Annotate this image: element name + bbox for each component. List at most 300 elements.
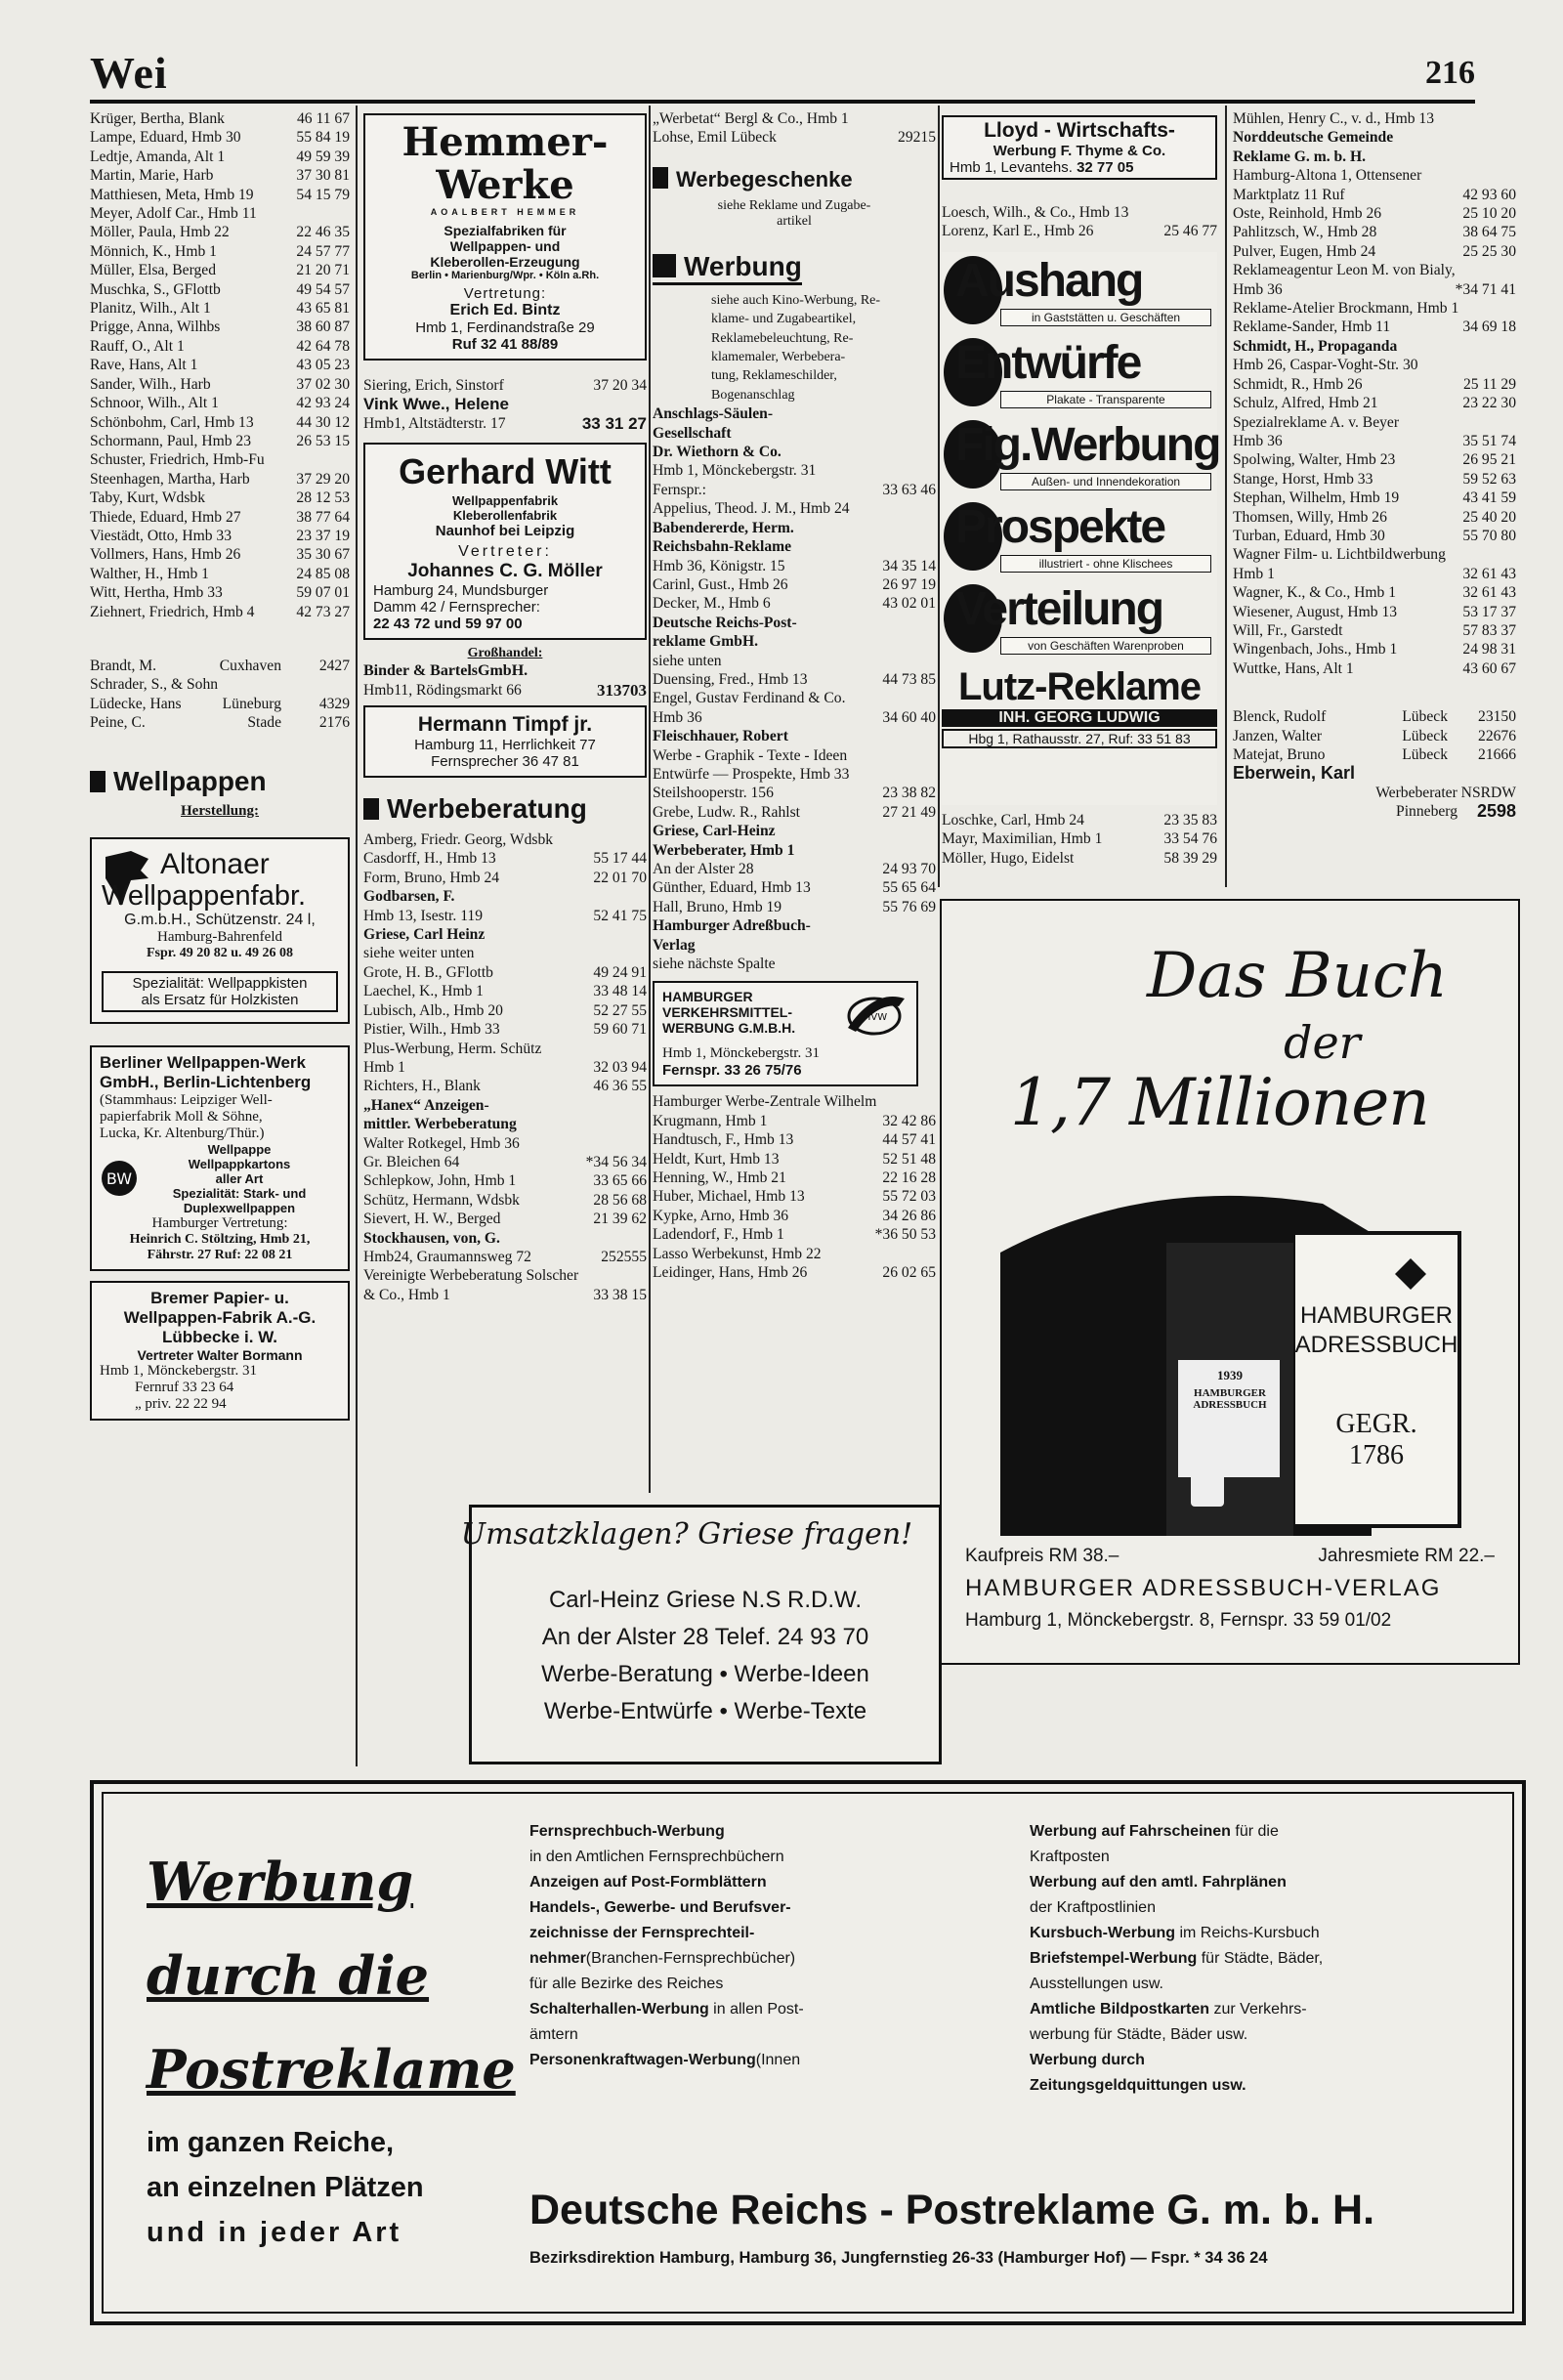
entry-number: 4329	[318, 695, 350, 712]
service-detail: für die	[1230, 1823, 1279, 1840]
ad-line: Hamburger Vertretung:	[151, 1214, 288, 1231]
entry	[90, 695, 350, 713]
entry	[1233, 508, 1516, 527]
entry-name: Hall, Bruno, Hmb 19	[653, 898, 782, 915]
entry	[942, 203, 1217, 222]
entry-name: Decker, M., Hmb 6	[653, 595, 771, 613]
ad-price: Kaufpreis RM 38.–	[965, 1546, 1119, 1566]
entry-number: 49 54 57	[296, 280, 350, 298]
entry-name: Thiede, Eduard, Hmb 27	[90, 508, 241, 526]
ad-deutsche-reichs-postreklame	[90, 1780, 1526, 2325]
entry-name: Spezialreklame A. v. Beyer	[1233, 413, 1400, 431]
ad-line: Berlin • Marienburg/Wpr. • Köln a.Rh.	[410, 270, 600, 281]
entry-name: Möller, Paula, Hmb 22	[90, 224, 230, 241]
entry	[653, 424, 936, 443]
ad-line: Lucka, Kr. Altenburg/Thür.)	[100, 1125, 265, 1141]
entry-name: Engel, Gustav Ferdinand & Co.	[653, 690, 846, 707]
ad-title: Bremer Papier- u.	[150, 1288, 289, 1307]
section-heading-werbegeschenke	[653, 167, 936, 192]
entry	[90, 356, 350, 374]
entry-name: Deutsche Reichs-Post-	[653, 614, 797, 631]
ad-line: Werbung F. Thyme & Co.	[993, 143, 1166, 159]
entry-name: Stockhausen, von, G.	[363, 1229, 500, 1247]
entry	[90, 450, 350, 469]
entry-number: 46 36 55	[593, 1078, 647, 1095]
entry-number: 21 39 62	[593, 1211, 647, 1228]
service-detail: (Innen	[755, 2052, 801, 2068]
entry	[653, 916, 936, 935]
entry	[363, 869, 647, 887]
entry	[1233, 261, 1516, 279]
column-divider	[1225, 106, 1227, 887]
entry-name: Walter Rotkegel, Hmb 36	[363, 1134, 520, 1152]
entry-number: 28 56 68	[593, 1191, 647, 1209]
entry	[1233, 621, 1516, 640]
entry	[90, 186, 350, 204]
entry	[653, 936, 936, 955]
entry-name: Günther, Eduard, Hmb 13	[653, 879, 811, 897]
service-detail: der Kraftpostlinien	[1030, 1899, 1156, 1916]
entry	[363, 887, 647, 906]
entry-name: Stange, Horst, Hmb 33	[1233, 470, 1373, 488]
entry	[363, 1115, 647, 1133]
entry	[653, 404, 936, 423]
entry-name: Appelius, Theod. J. M., Hmb 24	[653, 500, 850, 518]
entry	[363, 1096, 647, 1115]
ad-line: Hamburg 24, Mundsburger	[373, 582, 549, 600]
ad-line: AOALBERT HEMMER	[430, 207, 580, 217]
entry	[90, 223, 350, 241]
service-line	[1030, 2048, 1499, 2073]
entry-number: 59 07 01	[296, 584, 350, 602]
entry-name: Marktplatz 11 Ruf	[1233, 186, 1345, 203]
entry-number: 59 52 63	[1462, 470, 1516, 488]
entry-name: Martin, Marie, Harb	[90, 167, 214, 185]
service-line	[1030, 1972, 1499, 1997]
ad-hamburger-adressbuch	[940, 899, 1520, 1665]
ad-berliner-wellpappen	[90, 1045, 350, 1271]
entry-name: Pahlitzsch, W., Hmb 28	[1233, 224, 1377, 241]
note: artikel	[777, 213, 812, 229]
entry-number: 55 70 80	[1462, 527, 1516, 544]
entry-name: Hmb 13, Isestr. 119	[363, 907, 484, 924]
ad-address: Hamburg 1, Mönckebergstr. 8, Fernspr. 33 59 01/02	[965, 1610, 1392, 1631]
entry-number: 44 30 12	[296, 413, 350, 431]
ad-line: Wellpappe	[207, 1141, 272, 1157]
entry	[363, 1153, 647, 1171]
entry: Binder & BartelsGmbH.	[363, 662, 528, 680]
entry	[1233, 242, 1516, 261]
ad-line: Werbe-Beratung • Werbe-Ideen	[541, 1661, 869, 1687]
entry	[90, 432, 350, 450]
column-1	[90, 109, 350, 1426]
ad-line: Kleberollenfabrik	[452, 508, 558, 524]
entry-name: Thomsen, Willy, Hmb 26	[1233, 508, 1387, 526]
entry	[1233, 450, 1516, 469]
entry	[363, 925, 647, 944]
entry	[653, 670, 936, 689]
entry-name: Muschka, S., GFlottb	[90, 280, 221, 298]
entry	[1233, 166, 1516, 185]
entry-number: 46 11 67	[297, 110, 350, 127]
entry-name: Reichsbahn-Reklame	[653, 538, 792, 556]
entry-name: Siering, Erich, Sinstorf	[363, 377, 504, 394]
entry-list	[653, 404, 936, 973]
entry	[653, 499, 936, 518]
service-name: nehmer	[529, 1950, 586, 1967]
entry	[653, 765, 936, 784]
entry-name: Lorenz, Karl E., Hmb 26	[942, 223, 1094, 240]
entry-number: 38 77 64	[296, 508, 350, 526]
lutz-word: Verteilung	[955, 583, 1163, 635]
service-line	[1030, 1895, 1499, 1921]
entry	[942, 811, 1217, 829]
entry-name: mittler. Werbeberatung	[363, 1116, 517, 1133]
entry	[90, 527, 350, 545]
ad-line: (Stammhaus: Leipziger Well-	[100, 1091, 273, 1108]
ad-line: Erich Ed. Bintz	[449, 302, 561, 319]
service-name: zeichnisse der Fernsprechteil-	[529, 1925, 755, 1941]
entry-name: Schnoor, Wilh., Alt 1	[90, 395, 219, 412]
entry-name: Ziehnert, Friedrich, Hmb 4	[90, 603, 255, 620]
ad-publisher: HAMBURGER ADRESSBUCH-VERLAG	[965, 1575, 1442, 1601]
entry-name: Hmb 1	[363, 1058, 405, 1076]
header-letters: Wei	[90, 48, 168, 98]
lutz-word: Prospekte	[955, 501, 1165, 553]
column-4	[942, 109, 1217, 241]
ad-title: Das Buch	[1147, 940, 1448, 1012]
ad-line: Carl-Heinz Griese N.S R.D.W.	[548, 1587, 863, 1613]
entry-name: Wingenbach, Johs., Hmb 1	[1233, 641, 1398, 659]
ad-line: Naunhof bei Leipzig	[435, 523, 575, 540]
entry-number: 54 15 79	[296, 186, 350, 203]
note: siehe Reklame und Zugabe-	[717, 197, 871, 213]
entry	[90, 565, 350, 583]
lutz-word: Fig.Werbung	[955, 419, 1220, 471]
lutz-tagline: von Geschäften Warenproben	[1000, 637, 1211, 655]
entry	[363, 1001, 647, 1020]
subheading: Herstellung:	[181, 802, 259, 819]
book-title: ADRESSBUCH	[1294, 1332, 1458, 1358]
entry	[90, 109, 350, 128]
ad-title: Gerhard Witt	[399, 451, 612, 492]
ad-title: Hemmer-Werke	[401, 119, 609, 208]
entry-name: Mühlen, Henry C., v. d., Hmb 13	[1233, 110, 1435, 127]
entry	[363, 1134, 647, 1153]
entry-name: Krugmann, Hmb 1	[653, 1112, 768, 1129]
book-spine-year: 1939	[1217, 1368, 1243, 1382]
entry-name: Blenck, Rudolf	[1233, 708, 1327, 726]
note-line: siehe auch Kino-Werbung, Re-	[711, 292, 881, 308]
service-line	[1030, 1997, 1499, 2022]
ad-verkehrsmittelwerbung	[653, 981, 918, 1086]
entry-name: Möller, Hugo, Eidelst	[942, 849, 1075, 867]
entry: Werbeberater NSRDW	[1375, 784, 1516, 801]
entry	[942, 222, 1217, 240]
lutz-tagline: Plakate - Transparente	[1000, 391, 1211, 408]
ad-line: papierfabrik Moll & Söhne,	[100, 1108, 263, 1125]
ad-line: aller Art	[215, 1170, 264, 1186]
section-marker	[363, 798, 379, 820]
entry	[653, 1225, 936, 1244]
entry	[1233, 802, 1516, 821]
entry	[90, 128, 350, 147]
entry-number: 32 61 43	[1462, 565, 1516, 582]
service-detail: für Städte, Bäder,	[1197, 1950, 1324, 1967]
service-line	[1030, 1819, 1499, 1845]
entry	[653, 727, 936, 745]
ad-line: Ruf 32 41 88/89	[451, 336, 559, 353]
service-line	[1030, 1845, 1499, 1870]
entry-number: 22 16 28	[882, 1169, 936, 1187]
entry-number: 55 65 64	[882, 879, 936, 897]
entry-name: Schormann, Paul, Hmb 23	[90, 432, 252, 449]
entry	[942, 849, 1217, 868]
entry	[653, 128, 936, 147]
entry-name: Verlag	[653, 936, 696, 954]
entry-number: 23150	[1478, 708, 1516, 726]
ad-services-list	[529, 1819, 969, 2073]
entry-name: Reklame-Sander, Hmb 11	[1233, 319, 1391, 336]
entry	[363, 376, 647, 395]
entry	[653, 443, 936, 461]
ad-line: Heinrich C. Stöltzing, Hmb 21,	[129, 1231, 311, 1247]
entry-place: Lübeck	[1402, 708, 1448, 726]
header-rule	[90, 100, 1475, 104]
ad-altonaer	[90, 837, 350, 1024]
lutz-item	[942, 580, 1217, 662]
ad-line: Vertreter:	[458, 543, 552, 561]
entry: Vink Wwe., Helene	[363, 395, 509, 414]
entry-number: *36 50 53	[874, 1226, 936, 1244]
entry-number: 37 29 20	[296, 470, 350, 488]
ad-line: WERBUNG G.M.B.H.	[662, 1020, 796, 1037]
ad-line: INH. GEORG LUDWIG	[942, 709, 1217, 727]
section-marker	[653, 167, 668, 189]
entry	[653, 860, 936, 878]
entry-number: 52 41 75	[593, 907, 647, 924]
entry-list	[90, 657, 350, 733]
entry-name: Sander, Wilh., Harb	[90, 375, 211, 393]
entry-number: 21 20 71	[296, 262, 350, 279]
entry-name: Krüger, Bertha, Blank	[90, 110, 225, 127]
entry-name: Laechel, K., Hmb 1	[363, 983, 484, 1000]
note-line: klame- und Zugabeartikel,	[711, 312, 857, 327]
entry	[1233, 583, 1516, 602]
lutz-word: Entwürfe	[955, 337, 1141, 389]
entry-name: Witt, Hertha, Hmb 33	[90, 584, 223, 602]
entry-name: Hmb 36	[1233, 432, 1283, 449]
entry-number: 25 10 20	[1462, 205, 1516, 223]
ad-gerhard-witt	[363, 443, 647, 640]
entry-name: Steilshooperstr. 156	[653, 785, 774, 802]
entry-number: 32 03 94	[593, 1058, 647, 1076]
entry	[653, 784, 936, 802]
entry-number: 42 64 78	[296, 337, 350, 355]
ad-line: An der Alster 28 Telef. 24 93 70	[541, 1624, 869, 1650]
entry-name: Entwürfe — Prospekte, Hmb 33	[653, 765, 850, 783]
ad-line: Hamburg-Bahrenfeld	[156, 928, 282, 945]
entry	[653, 746, 936, 765]
entry-name: Steenhagen, Martha, Harb	[90, 470, 250, 488]
book-spine-text: HAMBURGER ADRESSBUCH	[1193, 1387, 1267, 1411]
service-line	[529, 1972, 969, 1997]
entry-list	[1233, 707, 1516, 764]
ad-title: Berliner Wellpappen-Werk	[100, 1052, 306, 1072]
entry	[653, 1150, 936, 1169]
entry	[363, 1191, 647, 1210]
entry-name: Reklameagentur Leon M. von Bialy,	[1233, 262, 1456, 279]
service-line	[1030, 1921, 1499, 1946]
service-detail: zur Verkehrs-	[1209, 2001, 1307, 2018]
entry	[1233, 413, 1516, 432]
ad-line: Damm 42 / Fernsprecher:	[373, 599, 540, 616]
entry	[1233, 280, 1516, 299]
ad-line: und in jeder Art	[147, 2217, 402, 2248]
entry-name: Walther, H., Hmb 1	[90, 565, 209, 582]
ad-line: Spezialität: Wellpappkisten	[132, 974, 308, 992]
entry-name: Peine, C.	[90, 714, 146, 732]
entry-number: 29215	[898, 129, 936, 147]
entry-name: Gr. Bleichen 64	[363, 1153, 460, 1170]
entry-name: Turban, Eduard, Hmb 30	[1233, 527, 1385, 544]
entry-name: Mayr, Maximilian, Hmb 1	[942, 830, 1103, 848]
entry	[653, 652, 936, 670]
entry-name: Pistier, Wilh., Hmb 33	[363, 1021, 500, 1039]
entry	[363, 830, 647, 849]
entry	[1233, 565, 1516, 583]
entry	[1233, 128, 1516, 147]
entry	[1233, 659, 1516, 678]
entry-name: Loschke, Carl, Hmb 24	[942, 812, 1084, 829]
service-name: Kursbuch-Werbung	[1030, 1925, 1176, 1941]
entry-number: 28 12 53	[296, 489, 350, 507]
section-title: Werbegeschenke	[676, 166, 853, 191]
entry-number: 23 22 30	[1462, 395, 1516, 412]
ad-title: Hermann Timpf jr.	[417, 713, 593, 737]
ad-title: Wellpappen-Fabrik A.-G.	[123, 1307, 317, 1327]
entry-name: siehe weiter unten	[363, 945, 475, 962]
service-name: Werbung auf Fahrscheinen	[1030, 1823, 1231, 1840]
entry	[653, 898, 936, 916]
entry	[90, 280, 350, 299]
lutz-tagline: in Gaststätten u. Geschäften	[1000, 309, 1211, 326]
entry-name: Hamburger Adreßbuch-	[653, 917, 811, 935]
entry-name: Lubisch, Alb., Hmb 20	[363, 1001, 503, 1019]
entry-name: Müller, Elsa, Berged	[90, 262, 217, 279]
entry-number: 2176	[318, 714, 350, 732]
entry	[90, 318, 350, 336]
ad-line: Wellpappen- und	[449, 238, 561, 254]
entry	[653, 519, 936, 537]
entry	[1233, 489, 1516, 507]
entry: Eberwein, Karl	[1233, 764, 1356, 784]
note-line: tung, Reklameschilder,	[711, 368, 837, 384]
section-heading-werbeberatung	[363, 793, 647, 825]
entry-name: Rave, Hans, Alt 1	[90, 357, 198, 374]
entry-name: Lasso Werbekunst, Hmb 22	[653, 1245, 822, 1262]
entry-name: Amberg, Friedr. Georg, Wdsbk	[363, 831, 554, 849]
entry	[1233, 545, 1516, 564]
ad-rent: Jahresmiete RM 22.–	[1318, 1546, 1495, 1566]
entry-name: Oste, Reinhold, Hmb 26	[1233, 205, 1382, 223]
service-line	[1030, 1870, 1499, 1895]
entry	[90, 583, 350, 602]
entry-name: Reklame-Atelier Brockmann, Hmb 1	[1233, 300, 1459, 318]
entry-name: & Co., Hmb 1	[363, 1286, 450, 1303]
ad-slogan: Umsatzklagen? Griese fragen!	[460, 1517, 913, 1551]
entry-name: Hamburger Werbe-Zentrale Wilhelm	[653, 1093, 877, 1111]
entry	[1233, 204, 1516, 223]
entry	[363, 1020, 647, 1039]
entry	[1233, 186, 1516, 204]
ad-line: Werbe-Entwürfe • Werbe-Texte	[543, 1698, 867, 1724]
entry-number: 52 51 48	[882, 1150, 936, 1168]
column-4-lower	[942, 811, 1217, 868]
entry-name: Brandt, M.	[90, 657, 157, 674]
ad-hermann-timpf	[363, 705, 647, 778]
entry-number: 43 65 81	[296, 300, 350, 318]
subheading: Großhandel:	[467, 646, 543, 661]
entry-list	[90, 109, 350, 621]
entry-name: Leidinger, Hans, Hmb 26	[653, 1264, 808, 1282]
bw-logo-icon	[100, 1159, 139, 1198]
entry-name: Stephan, Wilhelm, Hmb 19	[1233, 489, 1400, 507]
entry	[1233, 223, 1516, 241]
ad-title: Lutz-Reklame	[957, 665, 1202, 708]
service-name: Zeitungsgeldquittungen usw.	[1030, 2077, 1246, 2094]
ad-title: Altonaer	[160, 847, 270, 880]
entry-name: Form, Bruno, Hmb 24	[363, 869, 500, 886]
entry-number: 38 60 87	[296, 319, 350, 336]
entry	[653, 594, 936, 613]
entry-number: 22 46 35	[296, 224, 350, 241]
entry-name: Meyer, Adolf Car., Hmb 11	[90, 205, 257, 223]
entry-number: 44 73 85	[882, 670, 936, 688]
service-name: Amtliche Bildpostkarten	[1030, 2001, 1210, 2018]
entry-name: Anschlags-Säulen-	[653, 405, 774, 423]
entry	[653, 1263, 936, 1282]
entry-name: „Hanex“ Anzeigen-	[363, 1096, 489, 1114]
entry	[90, 470, 350, 489]
entry	[1233, 707, 1516, 726]
ad-line: Wellpappkartons	[188, 1156, 291, 1171]
entry-number: 44 57 41	[882, 1131, 936, 1149]
column-5	[1233, 109, 1516, 822]
entry-name: Lüdecke, Hans	[90, 695, 182, 712]
entry-name: Hmb 1	[1233, 565, 1275, 582]
entry	[90, 299, 350, 318]
entry-number: 43 05 23	[296, 357, 350, 374]
entry-place: Stade	[247, 714, 281, 732]
entry-number: 25 11 29	[1463, 375, 1516, 393]
entry-name: Hamburg-Altona 1, Ottensener	[1233, 167, 1422, 185]
entry-name: Sievert, H. W., Berged	[363, 1211, 501, 1228]
service-name: Fernsprechbuch-Werbung	[529, 1823, 725, 1840]
entry	[653, 1130, 936, 1149]
entry-number: 52 27 55	[593, 1001, 647, 1019]
entry	[653, 822, 936, 840]
service-name: Schalterhallen-Werbung	[529, 2001, 709, 2018]
ad-bremer-papier	[90, 1281, 350, 1421]
entry	[653, 557, 936, 575]
entry-name: Schrader, S., & Sohn	[90, 676, 219, 694]
entry-name: Richters, H., Blank	[363, 1078, 481, 1095]
entry-list	[942, 203, 1217, 241]
entry-name: Wagner Film- u. Lichtbildwerbung	[1233, 546, 1446, 564]
entry	[653, 575, 936, 594]
entry	[1233, 394, 1516, 412]
